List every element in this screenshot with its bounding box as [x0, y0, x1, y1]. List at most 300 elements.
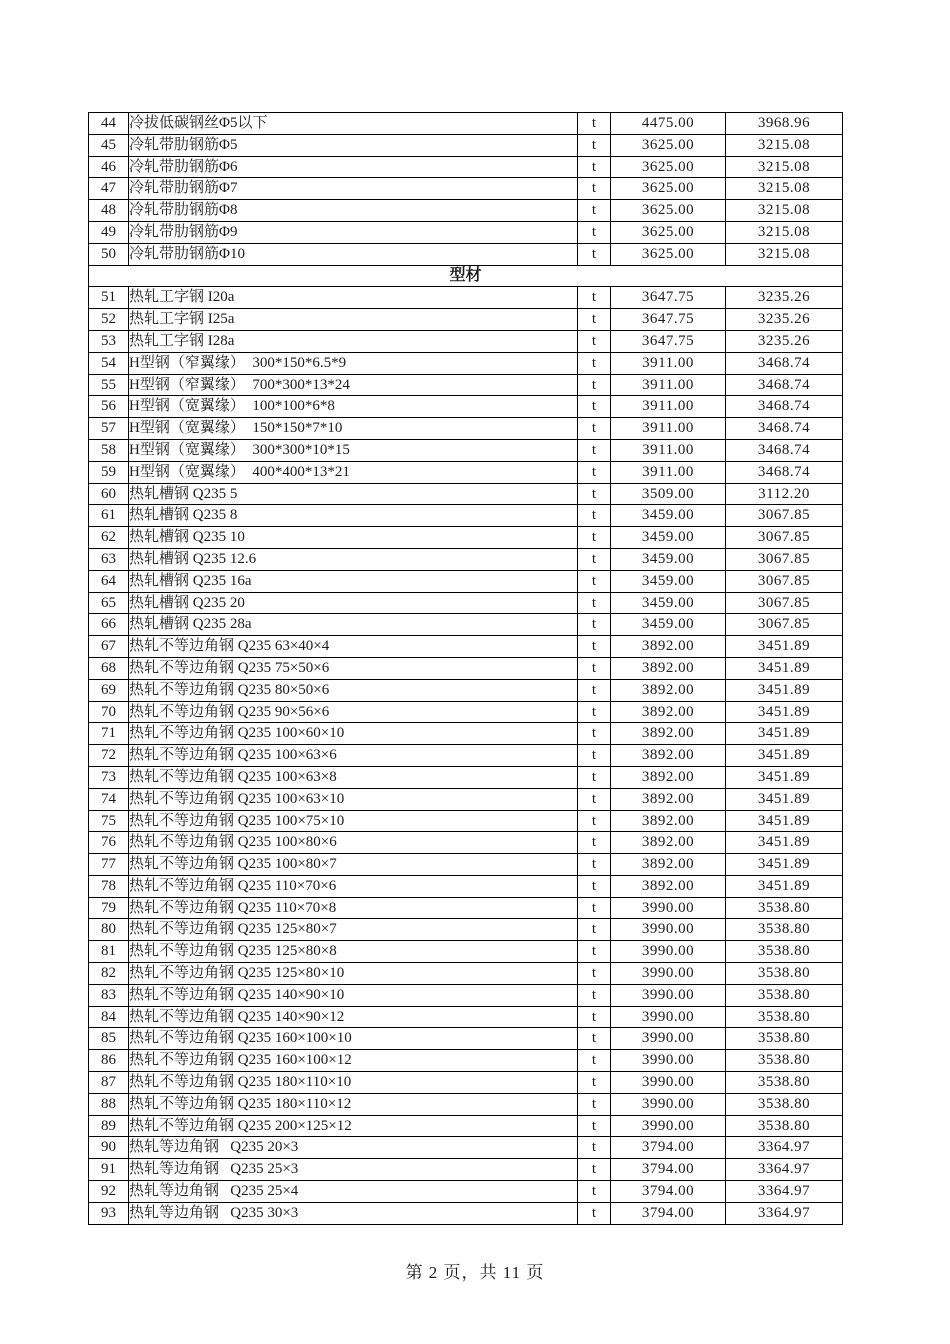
price-1-cell: 3625.00	[611, 200, 726, 222]
row-number-cell: 49	[89, 221, 129, 243]
material-price-table-body	[89, 113, 843, 1225]
price-2-cell: 3538.80	[726, 1115, 843, 1137]
price-2-cell: 3538.80	[726, 984, 843, 1006]
price-1-cell: 3892.00	[611, 854, 726, 876]
material-name-cell: 热轧工字钢 I20a	[129, 287, 578, 309]
table-row	[89, 134, 843, 156]
row-number-cell: 76	[89, 832, 129, 854]
price-2-cell: 3538.80	[726, 897, 843, 919]
price-2-cell: 3451.89	[726, 875, 843, 897]
row-number-cell: 55	[89, 374, 129, 396]
material-name-cell: 冷拔低碳钢丝Φ5以下	[129, 113, 578, 135]
unit-cell: t	[578, 1028, 611, 1050]
material-name-cell: 热轧槽钢 Q235 16a	[129, 570, 578, 592]
material-name-cell: 热轧不等边角钢 Q235 100×75×10	[129, 810, 578, 832]
price-1-cell: 3794.00	[611, 1181, 726, 1203]
price-2-cell: 3067.85	[726, 527, 843, 549]
table-row	[89, 113, 843, 135]
row-number-cell: 85	[89, 1028, 129, 1050]
unit-cell: t	[578, 592, 611, 614]
table-row	[89, 352, 843, 374]
material-name-cell: H型钢（宽翼缘） 150*150*7*10	[129, 418, 578, 440]
table-row	[89, 1028, 843, 1050]
unit-cell: t	[578, 614, 611, 636]
material-name-cell: 热轧不等边角钢 Q235 100×63×6	[129, 745, 578, 767]
table-row	[89, 984, 843, 1006]
material-name-cell: 热轧不等边角钢 Q235 63×40×4	[129, 636, 578, 658]
price-2-cell: 3112.20	[726, 483, 843, 505]
table-row	[89, 897, 843, 919]
price-2-cell: 3451.89	[726, 766, 843, 788]
material-name-cell: 热轧不等边角钢 Q235 140×90×10	[129, 984, 578, 1006]
row-number-cell: 58	[89, 439, 129, 461]
price-2-cell: 3364.97	[726, 1159, 843, 1181]
material-name-cell: 热轧槽钢 Q235 12.6	[129, 548, 578, 570]
unit-cell: t	[578, 309, 611, 331]
row-number-cell: 47	[89, 178, 129, 200]
table-row	[89, 1202, 843, 1224]
row-number-cell: 88	[89, 1093, 129, 1115]
price-1-cell: 3911.00	[611, 396, 726, 418]
row-number-cell: 68	[89, 657, 129, 679]
unit-cell: t	[578, 745, 611, 767]
row-number-cell: 72	[89, 745, 129, 767]
price-2-cell: 3067.85	[726, 548, 843, 570]
unit-cell: t	[578, 221, 611, 243]
row-number-cell: 52	[89, 309, 129, 331]
price-1-cell: 3647.75	[611, 330, 726, 352]
price-1-cell: 3911.00	[611, 352, 726, 374]
page-footer: 第 2 页，共 11 页	[405, 1263, 545, 1282]
price-2-cell: 3235.26	[726, 309, 843, 331]
row-number-cell: 65	[89, 592, 129, 614]
unit-cell: t	[578, 418, 611, 440]
table-row	[89, 505, 843, 527]
unit-cell: t	[578, 941, 611, 963]
material-name-cell: 热轧槽钢 Q235 8	[129, 505, 578, 527]
table-row	[89, 461, 843, 483]
price-2-cell: 3215.08	[726, 178, 843, 200]
row-number-cell: 80	[89, 919, 129, 941]
table-row	[89, 527, 843, 549]
material-name-cell: 热轧不等边角钢 Q235 100×60×10	[129, 723, 578, 745]
price-2-cell: 3451.89	[726, 636, 843, 658]
material-name-cell: 热轧不等边角钢 Q235 75×50×6	[129, 657, 578, 679]
table-row	[89, 178, 843, 200]
price-1-cell: 3892.00	[611, 679, 726, 701]
price-2-cell: 3451.89	[726, 832, 843, 854]
price-2-cell: 3538.80	[726, 963, 843, 985]
unit-cell: t	[578, 505, 611, 527]
price-2-cell: 3451.89	[726, 788, 843, 810]
unit-cell: t	[578, 832, 611, 854]
unit-cell: t	[578, 287, 611, 309]
price-1-cell: 3911.00	[611, 374, 726, 396]
material-name-cell: 热轧不等边角钢 Q235 110×70×6	[129, 875, 578, 897]
table-row	[89, 941, 843, 963]
row-number-cell: 93	[89, 1202, 129, 1224]
row-number-cell: 51	[89, 287, 129, 309]
table-row	[89, 1006, 843, 1028]
price-1-cell: 3892.00	[611, 657, 726, 679]
material-name-cell: 冷轧带肋钢筋Φ6	[129, 156, 578, 178]
price-2-cell: 3451.89	[726, 723, 843, 745]
material-name-cell: H型钢（宽翼缘） 100*100*6*8	[129, 396, 578, 418]
row-number-cell: 66	[89, 614, 129, 636]
row-number-cell: 56	[89, 396, 129, 418]
table-row	[89, 810, 843, 832]
table-row	[89, 374, 843, 396]
table-row	[89, 548, 843, 570]
row-number-cell: 92	[89, 1181, 129, 1203]
material-name-cell: 热轧不等边角钢 Q235 180×110×10	[129, 1072, 578, 1094]
material-name-cell: 热轧等边角钢 Q235 30×3	[129, 1202, 578, 1224]
table-row	[89, 1115, 843, 1137]
material-name-cell: 热轧不等边角钢 Q235 180×110×12	[129, 1093, 578, 1115]
price-2-cell: 3538.80	[726, 941, 843, 963]
price-1-cell: 3459.00	[611, 614, 726, 636]
unit-cell: t	[578, 134, 611, 156]
section-header-cell: 型材	[89, 265, 843, 287]
material-name-cell: 热轧工字钢 I25a	[129, 309, 578, 331]
table-row	[89, 570, 843, 592]
unit-cell: t	[578, 963, 611, 985]
price-1-cell: 3794.00	[611, 1137, 726, 1159]
row-number-cell: 54	[89, 352, 129, 374]
unit-cell: t	[578, 483, 611, 505]
material-name-cell: 热轧不等边角钢 Q235 160×100×10	[129, 1028, 578, 1050]
price-2-cell: 3538.80	[726, 1093, 843, 1115]
price-1-cell: 3647.75	[611, 287, 726, 309]
table-row	[89, 592, 843, 614]
price-1-cell: 3990.00	[611, 919, 726, 941]
table-row	[89, 614, 843, 636]
price-2-cell: 3451.89	[726, 854, 843, 876]
price-1-cell: 4475.00	[611, 113, 726, 135]
material-name-cell: 冷轧带肋钢筋Φ10	[129, 243, 578, 265]
unit-cell: t	[578, 330, 611, 352]
material-name-cell: 热轧不等边角钢 Q235 160×100×12	[129, 1050, 578, 1072]
material-name-cell: 冷轧带肋钢筋Φ5	[129, 134, 578, 156]
price-2-cell: 3538.80	[726, 919, 843, 941]
material-name-cell: 冷轧带肋钢筋Φ9	[129, 221, 578, 243]
unit-cell: t	[578, 570, 611, 592]
price-2-cell: 3538.80	[726, 1006, 843, 1028]
unit-cell: t	[578, 548, 611, 570]
row-number-cell: 87	[89, 1072, 129, 1094]
row-number-cell: 70	[89, 701, 129, 723]
table-row	[89, 1093, 843, 1115]
material-name-cell: H型钢（宽翼缘） 300*300*10*15	[129, 439, 578, 461]
price-2-cell: 3364.97	[726, 1202, 843, 1224]
unit-cell: t	[578, 1050, 611, 1072]
table-row	[89, 679, 843, 701]
material-name-cell: 热轧不等边角钢 Q235 125×80×7	[129, 919, 578, 941]
price-2-cell: 3364.97	[726, 1181, 843, 1203]
unit-cell: t	[578, 1137, 611, 1159]
price-1-cell: 3459.00	[611, 592, 726, 614]
price-2-cell: 3968.96	[726, 113, 843, 135]
price-1-cell: 3990.00	[611, 1050, 726, 1072]
price-1-cell: 3459.00	[611, 527, 726, 549]
material-name-cell: 热轧槽钢 Q235 10	[129, 527, 578, 549]
table-row	[89, 657, 843, 679]
table-row	[89, 854, 843, 876]
unit-cell: t	[578, 374, 611, 396]
table-row	[89, 745, 843, 767]
material-name-cell: H型钢（窄翼缘） 300*150*6.5*9	[129, 352, 578, 374]
unit-cell: t	[578, 1006, 611, 1028]
material-name-cell: 热轧槽钢 Q235 5	[129, 483, 578, 505]
price-2-cell: 3451.89	[726, 745, 843, 767]
price-1-cell: 3892.00	[611, 636, 726, 658]
material-name-cell: 热轧不等边角钢 Q235 100×80×7	[129, 854, 578, 876]
price-1-cell: 3990.00	[611, 1028, 726, 1050]
unit-cell: t	[578, 766, 611, 788]
row-number-cell: 89	[89, 1115, 129, 1137]
price-1-cell: 3625.00	[611, 221, 726, 243]
row-number-cell: 83	[89, 984, 129, 1006]
price-1-cell: 3990.00	[611, 897, 726, 919]
material-name-cell: H型钢（窄翼缘） 700*300*13*24	[129, 374, 578, 396]
price-1-cell: 3625.00	[611, 178, 726, 200]
price-1-cell: 3892.00	[611, 745, 726, 767]
unit-cell: t	[578, 723, 611, 745]
price-1-cell: 3625.00	[611, 243, 726, 265]
row-number-cell: 67	[89, 636, 129, 658]
table-row	[89, 418, 843, 440]
price-1-cell: 3892.00	[611, 832, 726, 854]
price-2-cell: 3215.08	[726, 221, 843, 243]
material-name-cell: 热轧槽钢 Q235 28a	[129, 614, 578, 636]
price-1-cell: 3459.00	[611, 505, 726, 527]
price-1-cell: 3647.75	[611, 309, 726, 331]
row-number-cell: 69	[89, 679, 129, 701]
price-1-cell: 3625.00	[611, 134, 726, 156]
row-number-cell: 48	[89, 200, 129, 222]
price-2-cell: 3215.08	[726, 200, 843, 222]
material-name-cell: 热轧等边角钢 Q235 20×3	[129, 1137, 578, 1159]
material-name-cell: H型钢（宽翼缘） 400*400*13*21	[129, 461, 578, 483]
price-1-cell: 3459.00	[611, 548, 726, 570]
table-row	[89, 1072, 843, 1094]
row-number-cell: 71	[89, 723, 129, 745]
price-1-cell: 3911.00	[611, 439, 726, 461]
price-2-cell: 3235.26	[726, 287, 843, 309]
price-2-cell: 3451.89	[726, 701, 843, 723]
row-number-cell: 91	[89, 1159, 129, 1181]
price-1-cell: 3892.00	[611, 810, 726, 832]
unit-cell: t	[578, 854, 611, 876]
material-name-cell: 热轧槽钢 Q235 20	[129, 592, 578, 614]
row-number-cell: 79	[89, 897, 129, 919]
section-header-row	[89, 265, 843, 287]
table-row	[89, 330, 843, 352]
unit-cell: t	[578, 178, 611, 200]
material-name-cell: 热轧不等边角钢 Q235 100×63×8	[129, 766, 578, 788]
unit-cell: t	[578, 156, 611, 178]
table-row	[89, 200, 843, 222]
price-1-cell: 3990.00	[611, 963, 726, 985]
material-name-cell: 热轧不等边角钢 Q235 100×63×10	[129, 788, 578, 810]
table-row	[89, 723, 843, 745]
price-1-cell: 3892.00	[611, 766, 726, 788]
price-2-cell: 3364.97	[726, 1137, 843, 1159]
material-name-cell: 热轧不等边角钢 Q235 110×70×8	[129, 897, 578, 919]
price-2-cell: 3451.89	[726, 810, 843, 832]
price-1-cell: 3459.00	[611, 570, 726, 592]
row-number-cell: 53	[89, 330, 129, 352]
table-row	[89, 919, 843, 941]
material-name-cell: 冷轧带肋钢筋Φ8	[129, 200, 578, 222]
unit-cell: t	[578, 200, 611, 222]
price-2-cell: 3067.85	[726, 614, 843, 636]
unit-cell: t	[578, 897, 611, 919]
table-row	[89, 1159, 843, 1181]
table-row	[89, 963, 843, 985]
price-2-cell: 3215.08	[726, 134, 843, 156]
price-2-cell: 3067.85	[726, 505, 843, 527]
material-name-cell: 热轧不等边角钢 Q235 125×80×10	[129, 963, 578, 985]
price-1-cell: 3990.00	[611, 1072, 726, 1094]
price-1-cell: 3625.00	[611, 156, 726, 178]
unit-cell: t	[578, 1181, 611, 1203]
price-2-cell: 3468.74	[726, 418, 843, 440]
price-2-cell: 3468.74	[726, 374, 843, 396]
row-number-cell: 59	[89, 461, 129, 483]
price-2-cell: 3451.89	[726, 657, 843, 679]
table-row	[89, 287, 843, 309]
row-number-cell: 82	[89, 963, 129, 985]
unit-cell: t	[578, 657, 611, 679]
material-name-cell: 热轧工字钢 I28a	[129, 330, 578, 352]
table-row	[89, 788, 843, 810]
table-row	[89, 483, 843, 505]
material-price-table	[88, 112, 843, 1225]
price-2-cell: 3451.89	[726, 679, 843, 701]
unit-cell: t	[578, 810, 611, 832]
row-number-cell: 63	[89, 548, 129, 570]
table-row	[89, 701, 843, 723]
row-number-cell: 86	[89, 1050, 129, 1072]
price-1-cell: 3509.00	[611, 483, 726, 505]
price-2-cell: 3538.80	[726, 1072, 843, 1094]
table-row	[89, 396, 843, 418]
price-2-cell: 3215.08	[726, 156, 843, 178]
price-1-cell: 3990.00	[611, 1006, 726, 1028]
material-name-cell: 冷轧带肋钢筋Φ7	[129, 178, 578, 200]
material-name-cell: 热轧不等边角钢 Q235 200×125×12	[129, 1115, 578, 1137]
unit-cell: t	[578, 352, 611, 374]
row-number-cell: 46	[89, 156, 129, 178]
material-name-cell: 热轧不等边角钢 Q235 100×80×6	[129, 832, 578, 854]
unit-cell: t	[578, 1093, 611, 1115]
row-number-cell: 45	[89, 134, 129, 156]
table-row	[89, 1050, 843, 1072]
row-number-cell: 75	[89, 810, 129, 832]
unit-cell: t	[578, 243, 611, 265]
row-number-cell: 73	[89, 766, 129, 788]
table-row	[89, 309, 843, 331]
price-2-cell: 3468.74	[726, 396, 843, 418]
unit-cell: t	[578, 984, 611, 1006]
price-2-cell: 3538.80	[726, 1050, 843, 1072]
material-name-cell: 热轧不等边角钢 Q235 80×50×6	[129, 679, 578, 701]
row-number-cell: 61	[89, 505, 129, 527]
row-number-cell: 50	[89, 243, 129, 265]
material-name-cell: 热轧等边角钢 Q235 25×3	[129, 1159, 578, 1181]
unit-cell: t	[578, 1115, 611, 1137]
row-number-cell: 64	[89, 570, 129, 592]
price-1-cell: 3990.00	[611, 1093, 726, 1115]
row-number-cell: 90	[89, 1137, 129, 1159]
table-row	[89, 832, 843, 854]
row-number-cell: 44	[89, 113, 129, 135]
material-name-cell: 热轧不等边角钢 Q235 90×56×6	[129, 701, 578, 723]
table-row	[89, 1181, 843, 1203]
price-1-cell: 3911.00	[611, 461, 726, 483]
price-1-cell: 3990.00	[611, 1115, 726, 1137]
price-1-cell: 3990.00	[611, 984, 726, 1006]
table-row	[89, 439, 843, 461]
row-number-cell: 62	[89, 527, 129, 549]
unit-cell: t	[578, 788, 611, 810]
unit-cell: t	[578, 439, 611, 461]
row-number-cell: 57	[89, 418, 129, 440]
table-row	[89, 1137, 843, 1159]
table-row	[89, 243, 843, 265]
price-2-cell: 3067.85	[726, 592, 843, 614]
unit-cell: t	[578, 113, 611, 135]
price-2-cell: 3067.85	[726, 570, 843, 592]
price-2-cell: 3468.74	[726, 439, 843, 461]
unit-cell: t	[578, 919, 611, 941]
price-1-cell: 3892.00	[611, 701, 726, 723]
table-row	[89, 221, 843, 243]
unit-cell: t	[578, 527, 611, 549]
row-number-cell: 60	[89, 483, 129, 505]
material-name-cell: 热轧不等边角钢 Q235 140×90×12	[129, 1006, 578, 1028]
unit-cell: t	[578, 679, 611, 701]
unit-cell: t	[578, 1202, 611, 1224]
unit-cell: t	[578, 396, 611, 418]
table-row	[89, 766, 843, 788]
row-number-cell: 81	[89, 941, 129, 963]
price-2-cell: 3468.74	[726, 352, 843, 374]
unit-cell: t	[578, 1159, 611, 1181]
row-number-cell: 77	[89, 854, 129, 876]
row-number-cell: 74	[89, 788, 129, 810]
material-name-cell: 热轧不等边角钢 Q235 125×80×8	[129, 941, 578, 963]
unit-cell: t	[578, 1072, 611, 1094]
table-row	[89, 156, 843, 178]
unit-cell: t	[578, 875, 611, 897]
row-number-cell: 84	[89, 1006, 129, 1028]
material-name-cell: 热轧等边角钢 Q235 25×4	[129, 1181, 578, 1203]
table-row	[89, 875, 843, 897]
price-2-cell: 3235.26	[726, 330, 843, 352]
unit-cell: t	[578, 636, 611, 658]
price-1-cell: 3892.00	[611, 788, 726, 810]
price-1-cell: 3892.00	[611, 723, 726, 745]
table-row	[89, 636, 843, 658]
unit-cell: t	[578, 701, 611, 723]
price-1-cell: 3892.00	[611, 875, 726, 897]
price-2-cell: 3215.08	[726, 243, 843, 265]
price-2-cell: 3468.74	[726, 461, 843, 483]
price-2-cell: 3538.80	[726, 1028, 843, 1050]
price-1-cell: 3794.00	[611, 1159, 726, 1181]
